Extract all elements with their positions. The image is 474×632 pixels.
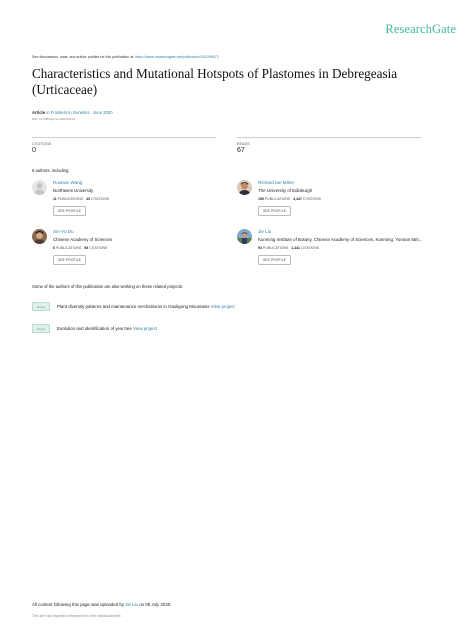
author-institution: Chinese Academy of Sciences (53, 237, 113, 242)
author-citations-label: CITATIONS (300, 245, 320, 250)
author-publications-count: 11 (53, 196, 57, 201)
author-name-link[interactable]: Xin-Yu Du (53, 229, 74, 234)
see-profile-button[interactable]: SEE PROFILE (53, 255, 86, 265)
author-photo-icon[interactable] (237, 229, 252, 244)
reads-value: 67 (237, 147, 245, 154)
project-thumbnail[interactable]: Project (32, 324, 50, 333)
view-project-link[interactable]: View project (210, 303, 235, 309)
author-institution: Northwest University (53, 188, 94, 193)
author-card (237, 180, 437, 220)
project-text (57, 326, 157, 331)
divider-reads (237, 137, 421, 138)
citations-value: 0 (32, 147, 36, 154)
project-title: Evolution and identification of yew tree (57, 325, 132, 331)
citations-label: CITATIONS (32, 142, 52, 146)
author-name-link[interactable]: Jie Liu (258, 229, 272, 234)
authors-heading: 5 authors, including: (32, 168, 70, 173)
author-name-link[interactable]: Richard Ian Milne (258, 180, 294, 185)
author-stats (258, 246, 319, 250)
discussions-text: See discussions, stats, and author profiles for this publication at: (32, 55, 135, 59)
see-profile-button[interactable]: SEE PROFILE (53, 206, 86, 216)
author-publications-label: PUBLICATIONS (262, 245, 289, 250)
view-project-link[interactable]: View project (133, 325, 158, 331)
author-publications-label: PUBLICATIONS (55, 245, 82, 250)
divider-citations (32, 137, 216, 138)
paper-venue-link[interactable]: Frontiers in Genetics · June 2020 (50, 110, 113, 115)
related-projects-heading: Some of the authors of this publication are also working on these related projects: (32, 284, 184, 289)
author-institution: The University of Edinburgh (258, 188, 313, 193)
author-stats (53, 246, 107, 250)
project-text (57, 304, 235, 309)
author-publications-count: 6 (53, 245, 55, 250)
author-citations-count: 56 (84, 245, 89, 250)
upload-suffix: on 08 July 2020. (139, 602, 172, 607)
paper-title: Characteristics and Mutational Hotspots of Plastomes in Debregeasia (Urticaceae) (32, 66, 398, 97)
avatar-placeholder-icon[interactable] (32, 180, 47, 195)
author-publications-label: PUBLICATIONS (264, 196, 291, 201)
see-profile-button[interactable]: SEE PROFILE (258, 255, 291, 265)
author-citations-label: CITATIONS (89, 245, 108, 250)
author-citations-count: 3,447 (293, 196, 302, 201)
author-institution: Kunming Institute of Botany, Chinese Academy of Sciences, Kunming, Yunnan 650... (258, 237, 423, 242)
paper-in: in (46, 110, 50, 115)
researchgate-logo[interactable]: ResearchGate (385, 22, 456, 36)
uploader-link[interactable]: Jie Liu (125, 602, 138, 607)
author-stats (258, 197, 321, 201)
see-profile-button[interactable]: SEE PROFILE (258, 206, 291, 216)
author-citations-count: 43 (86, 196, 90, 201)
discussions-line (32, 55, 219, 59)
enhancement-note: The user has requested enhancement of the downloaded file. (32, 614, 122, 618)
author-photo-icon[interactable] (237, 180, 252, 195)
upload-prefix: All content following this page was uploaded by (32, 602, 125, 607)
author-card (32, 229, 212, 269)
author-card (237, 229, 457, 269)
reads-label: READS (237, 142, 250, 146)
paper-meta (32, 110, 113, 115)
author-photo-icon[interactable] (32, 229, 47, 244)
project-title: Plant diversity patterns and maintenance mechanisms in Gaoligong Mountains (57, 303, 210, 309)
project-thumbnail[interactable]: Project (32, 302, 50, 311)
author-card (32, 180, 212, 220)
project-item (32, 302, 332, 314)
project-item (32, 324, 332, 336)
author-publications-count: 159 (258, 196, 264, 201)
paper-doi: DOI: 10.3389/fgene.2020.00729 (32, 117, 75, 121)
publication-url-link[interactable]: https://www.researchgate.net/publication/342296072 (135, 55, 219, 59)
author-stats (53, 197, 109, 201)
author-publications-label: PUBLICATIONS (57, 196, 84, 201)
paper-type: Article (32, 110, 46, 115)
upload-notice (32, 602, 171, 607)
author-name-link[interactable]: Ruonan Wang (53, 180, 83, 185)
author-citations-count: 1,441 (291, 245, 300, 250)
author-citations-label: CITATIONS (90, 196, 110, 201)
author-publications-count: 93 (258, 245, 262, 250)
author-citations-label: CITATIONS (302, 196, 322, 201)
